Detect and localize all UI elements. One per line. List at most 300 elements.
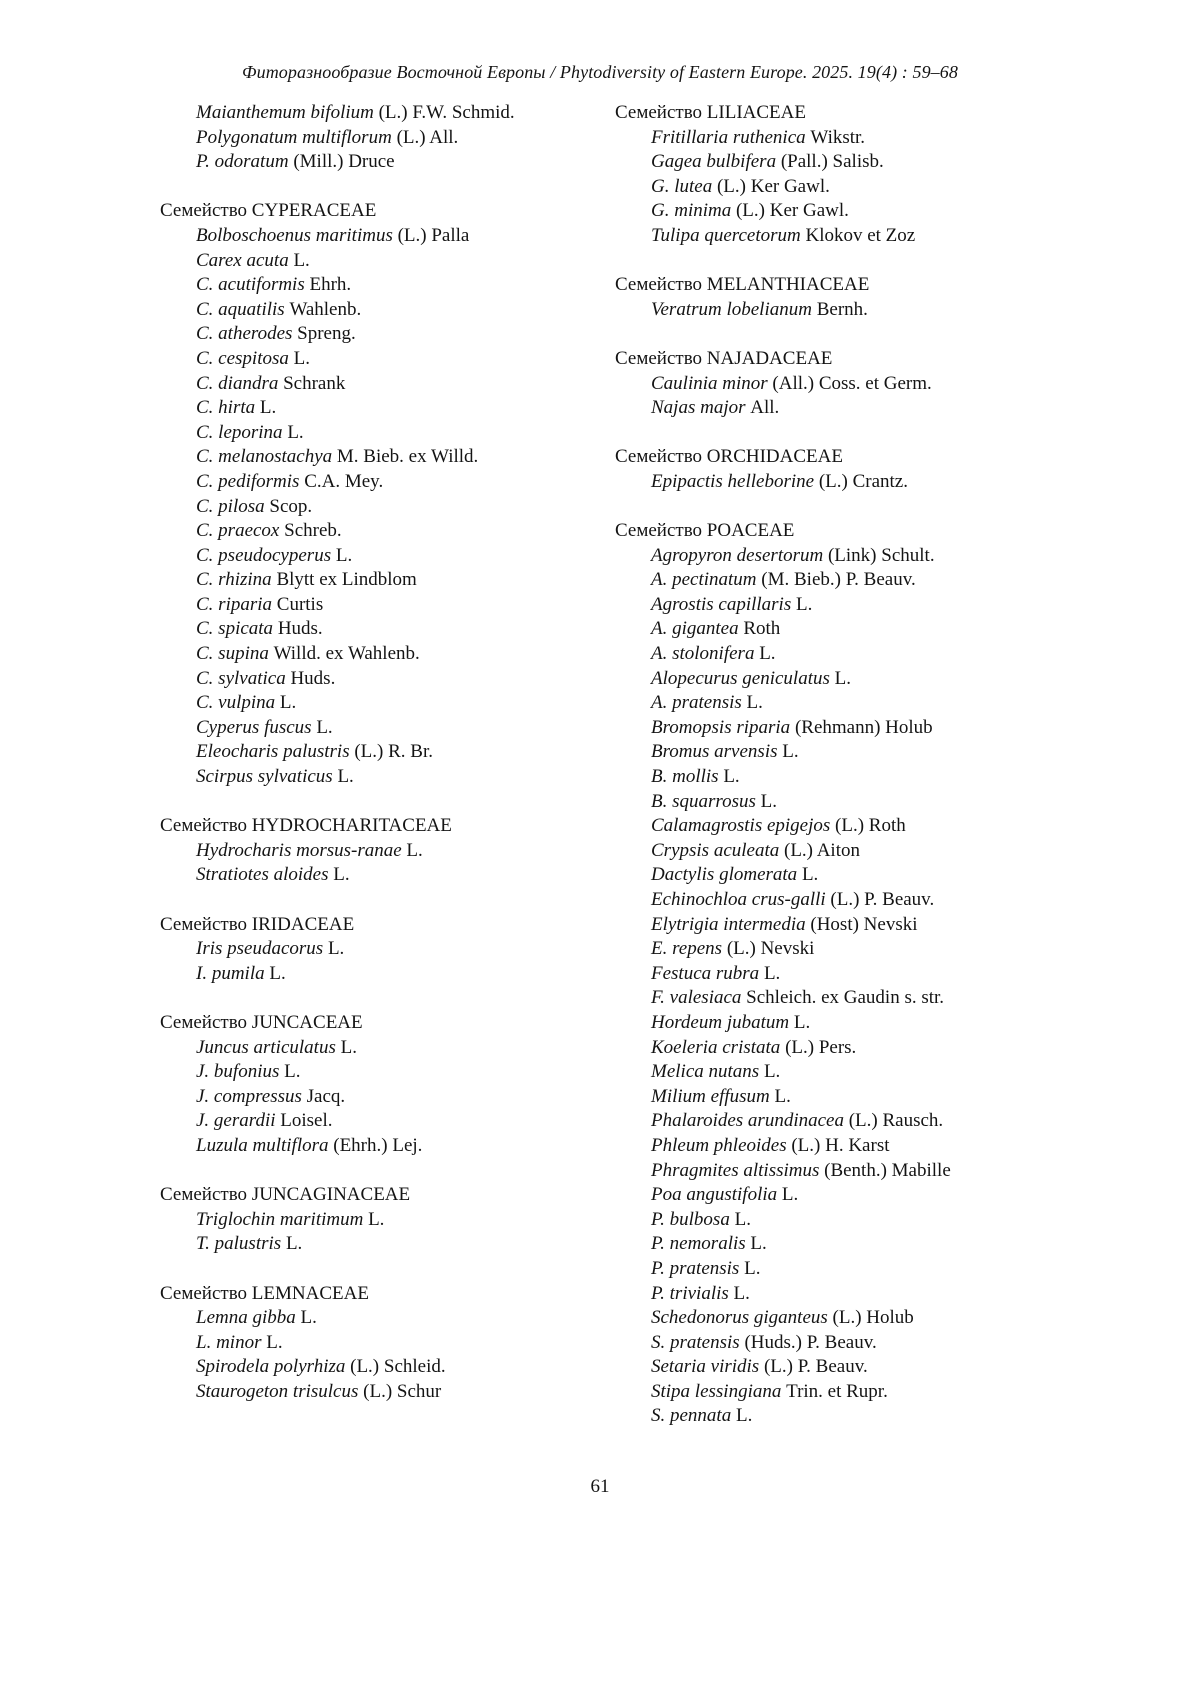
species-name: Stratiotes aloides xyxy=(196,864,329,886)
species-authority: L. xyxy=(323,938,345,960)
species-name: Schedonorus giganteus xyxy=(651,1307,828,1329)
species-entry xyxy=(160,101,595,126)
species-authority: (All.) Coss. et Germ. xyxy=(767,372,932,394)
species-authority: L. xyxy=(279,1061,301,1083)
species-entry xyxy=(615,1257,1055,1282)
species-authority: Schleich. ex Gaudin s. str. xyxy=(741,987,945,1009)
species-authority: (L.) Roth xyxy=(830,815,906,837)
species-entry xyxy=(160,1232,595,1257)
species-authority: L. xyxy=(335,1036,357,1058)
species-authority: L. xyxy=(401,839,423,861)
species-authority: (L.) R. Br. xyxy=(349,741,433,763)
species-authority: L. xyxy=(281,1233,303,1255)
family-name: HYDROCHARITACEAE xyxy=(251,815,452,837)
species-name: Phragmites altissimus xyxy=(651,1159,820,1181)
family-label: Семейство xyxy=(615,102,707,123)
species-entry xyxy=(160,421,595,446)
species-authority: L. xyxy=(777,741,799,763)
family-heading xyxy=(615,101,1055,126)
species-name: G. lutea xyxy=(651,175,713,197)
species-entry xyxy=(160,273,595,298)
species-name: Agrostis capillaris xyxy=(651,593,792,615)
species-name: Caulinia minor xyxy=(651,372,768,394)
species-authority: L. xyxy=(311,716,333,738)
species-entry xyxy=(615,617,1055,642)
family-label: Семейство xyxy=(615,446,707,468)
species-entry xyxy=(160,298,595,323)
family-label: Семейство xyxy=(615,274,707,296)
species-authority: (L.) P. Beauv. xyxy=(759,1356,868,1378)
species-authority: L. xyxy=(759,962,781,984)
species-authority: Loisel. xyxy=(275,1110,333,1132)
species-entry xyxy=(160,765,595,790)
species-entry xyxy=(615,1134,1055,1159)
species-entry xyxy=(160,1208,595,1233)
species-authority: L. xyxy=(718,766,740,788)
species-entry xyxy=(615,199,1055,224)
species-name: C. leporina xyxy=(196,421,283,443)
species-authority: Curtis xyxy=(272,593,324,615)
species-name: Maianthemum bifolium xyxy=(196,102,374,123)
species-entry xyxy=(160,667,595,692)
species-entry xyxy=(615,1380,1055,1405)
species-name: Crypsis aculeata xyxy=(651,839,780,861)
species-authority: (L.) Ker Gawl. xyxy=(712,175,830,197)
species-authority: L. xyxy=(288,347,310,369)
species-authority: L. xyxy=(261,1331,283,1353)
species-name: A. pratensis xyxy=(651,692,742,714)
species-name: C. sylvatica xyxy=(196,667,286,689)
species-name: C. riparia xyxy=(196,593,273,615)
species-name: Cyperus fuscus xyxy=(196,716,312,738)
species-name: J. bufonius xyxy=(196,1061,280,1083)
species-name: Koeleria cristata xyxy=(651,1036,781,1058)
family-label: Семейство xyxy=(160,913,252,935)
species-authority: (L.) Aiton xyxy=(779,839,860,861)
species-name: B. mollis xyxy=(651,766,719,788)
species-authority: (L.) Schur xyxy=(358,1380,442,1402)
species-name: C. supina xyxy=(196,643,269,665)
species-authority: L. xyxy=(328,864,350,886)
species-entry xyxy=(615,1331,1055,1356)
species-entry xyxy=(160,1060,595,1085)
species-name: Spirodela polyrhiza xyxy=(196,1356,346,1378)
species-entry xyxy=(615,1232,1055,1257)
species-authority: (L.) H. Karst xyxy=(786,1134,890,1156)
species-authority: L. xyxy=(769,1085,791,1107)
species-authority: Roth xyxy=(738,618,781,640)
species-name: T. palustris xyxy=(196,1233,282,1255)
species-entry xyxy=(160,1380,595,1405)
family-name: NAJADACEAE xyxy=(706,347,833,369)
species-authority: L. xyxy=(728,1282,750,1304)
species-name: Poa angustifolia xyxy=(651,1184,778,1206)
species-name: A. pectinatum xyxy=(651,569,757,591)
species-name: C. melanostachya xyxy=(196,446,333,468)
species-entry xyxy=(615,716,1055,741)
species-entry xyxy=(160,347,595,372)
family-section xyxy=(160,913,595,987)
species-entry xyxy=(615,1011,1055,1036)
species-entry xyxy=(615,740,1055,765)
species-name: Iris pseudacorus xyxy=(196,938,324,960)
species-authority: (L.) Rausch. xyxy=(843,1110,944,1132)
species-authority: L. xyxy=(332,766,354,788)
species-entry xyxy=(160,1355,595,1380)
running-head: Фиторазнообразие Восточной Европы / Phytodiversity of Eastern Europe. 2025. 19(4) : 59–68 xyxy=(242,62,958,82)
species-authority: Bernh. xyxy=(811,298,868,320)
species-name: Bromus arvensis xyxy=(651,741,778,763)
species-entry xyxy=(160,1036,595,1061)
species-entry xyxy=(615,839,1055,864)
species-authority: (L.) Ker Gawl. xyxy=(731,200,849,222)
family-name: ORCHIDACEAE xyxy=(706,446,843,468)
species-name: Juncus articulatus xyxy=(196,1036,336,1058)
species-entry xyxy=(160,519,595,544)
family-name: JUNCACEAE xyxy=(251,1011,363,1033)
species-authority: (Huds.) P. Beauv. xyxy=(739,1331,877,1353)
species-authority: Huds. xyxy=(273,618,323,640)
species-name: Staurogeton trisulcus xyxy=(196,1380,359,1402)
species-name: Setaria viridis xyxy=(651,1356,760,1378)
species-entry xyxy=(615,1060,1055,1085)
species-entry xyxy=(160,126,595,151)
species-authority: Spreng. xyxy=(292,323,356,345)
family-name: MELANTHIACEAE xyxy=(706,274,870,296)
species-authority: L. xyxy=(731,1405,753,1427)
species-authority: (L.) Pers. xyxy=(780,1036,857,1058)
species-name: C. cespitosa xyxy=(196,347,289,369)
species-authority: (L.) Nevski xyxy=(722,938,815,960)
species-entry xyxy=(615,396,1055,421)
species-name: Milium effusum xyxy=(651,1085,770,1107)
species-entry xyxy=(160,962,595,987)
species-authority: L. xyxy=(288,249,310,271)
species-name: Stipa lessingiana xyxy=(651,1380,782,1402)
family-label: Семейство xyxy=(160,1184,252,1206)
family-label: Семейство xyxy=(160,815,252,837)
species-name: Festuca rubra xyxy=(651,962,760,984)
species-entry xyxy=(160,322,595,347)
species-name: E. repens xyxy=(651,938,723,960)
species-name: P. odoratum xyxy=(196,151,289,173)
species-entry xyxy=(615,1159,1055,1184)
species-entry xyxy=(615,470,1055,495)
family-heading xyxy=(615,445,1055,470)
species-name: Luzula multiflora xyxy=(196,1134,329,1156)
species-name: Echinochloa crus-galli xyxy=(651,889,826,910)
species-name: Fritillaria ruthenica xyxy=(651,126,806,148)
species-name: Polygonatum multiflorum xyxy=(196,126,392,148)
page-content xyxy=(160,101,1055,1429)
species-entry xyxy=(160,617,595,642)
species-entry xyxy=(615,1404,1055,1429)
species-entry xyxy=(615,150,1055,175)
species-entry xyxy=(160,224,595,249)
species-entry xyxy=(160,372,595,397)
family-section xyxy=(615,101,1055,249)
species-name: Hordeum jubatum xyxy=(651,1011,790,1033)
species-entry xyxy=(615,691,1055,716)
species-authority: L. xyxy=(755,790,777,812)
species-name: Alopecurus geniculatus xyxy=(651,667,830,689)
page-number: 61 xyxy=(590,1476,610,1497)
family-heading xyxy=(615,347,1055,372)
species-entry xyxy=(615,1109,1055,1134)
family-name: IRIDACEAE xyxy=(251,913,355,935)
species-name: P. bulbosa xyxy=(651,1208,730,1230)
species-entry xyxy=(615,544,1055,569)
species-authority: L. xyxy=(741,692,763,714)
family-section xyxy=(615,273,1055,322)
species-name: Tulipa quercetorum xyxy=(651,224,801,246)
species-entry xyxy=(160,1331,595,1356)
species-entry xyxy=(160,691,595,716)
species-name: C. acutiformis xyxy=(196,274,305,296)
species-entry xyxy=(160,470,595,495)
species-entry xyxy=(160,642,595,667)
species-entry xyxy=(160,1109,595,1134)
family-label: Семейство xyxy=(160,1011,252,1033)
species-entry xyxy=(615,937,1055,962)
species-authority: M. Bieb. ex Willd. xyxy=(332,446,479,468)
family-heading xyxy=(160,1011,595,1036)
family-heading xyxy=(160,1282,595,1307)
species-entry xyxy=(160,716,595,741)
species-name: S. pennata xyxy=(651,1405,732,1427)
species-entry xyxy=(615,175,1055,200)
species-entry xyxy=(615,1355,1055,1380)
species-name: C. rhizina xyxy=(196,569,272,591)
species-authority: (Pall.) Salisb. xyxy=(776,151,884,173)
family-label: Семейство xyxy=(160,1282,252,1304)
species-authority: L. xyxy=(275,692,297,714)
species-name: Najas major xyxy=(651,397,746,419)
species-entry xyxy=(160,863,595,888)
species-entry xyxy=(615,224,1055,249)
species-entry xyxy=(615,765,1055,790)
family-name: LILIACEAE xyxy=(706,102,806,123)
species-name: J. gerardii xyxy=(196,1110,276,1132)
species-authority: (L.) All. xyxy=(391,126,459,148)
species-name: C. hirta xyxy=(196,397,256,419)
species-name: C. praecox xyxy=(196,520,280,542)
species-authority: Scop. xyxy=(264,495,313,517)
species-name: C. pilosa xyxy=(196,495,265,517)
species-name: Carex acuta xyxy=(196,249,289,271)
species-authority: Jacq. xyxy=(301,1085,346,1107)
species-authority: Schrank xyxy=(278,372,346,394)
family-section xyxy=(160,1011,595,1159)
species-name: L. minor xyxy=(196,1331,262,1353)
species-entry xyxy=(160,1306,595,1331)
species-authority: L. xyxy=(797,864,819,886)
species-authority: Trin. et Rupr. xyxy=(781,1380,888,1402)
species-authority: All. xyxy=(745,397,780,419)
species-entry xyxy=(615,888,1055,913)
species-authority: L. xyxy=(255,397,277,419)
species-name: G. minima xyxy=(651,200,732,222)
species-name: A. gigantea xyxy=(651,618,739,640)
species-name: Melica nutans xyxy=(651,1061,760,1083)
column-left xyxy=(160,101,615,1429)
species-name: C. aquatilis xyxy=(196,298,285,320)
family-name: POACEAE xyxy=(706,520,795,542)
species-name: Bolboschoenus maritimus xyxy=(196,224,393,246)
species-entry xyxy=(615,1183,1055,1208)
species-name: Agropyron desertorum xyxy=(651,544,824,566)
species-name: P. pratensis xyxy=(651,1257,740,1279)
species-name: F. valesiaca xyxy=(651,987,742,1009)
species-entry xyxy=(160,568,595,593)
species-name: Calamagrostis epigejos xyxy=(651,815,831,837)
species-authority: Wikstr. xyxy=(805,126,866,148)
species-entry xyxy=(615,1208,1055,1233)
family-label: Семейство xyxy=(160,200,252,222)
family-section xyxy=(160,101,595,175)
species-entry xyxy=(160,150,595,175)
species-entry xyxy=(615,568,1055,593)
species-authority: L. xyxy=(729,1208,751,1230)
species-authority: L. xyxy=(295,1307,317,1329)
species-name: Hydrocharis morsus-ranae xyxy=(196,839,402,861)
species-entry xyxy=(615,863,1055,888)
species-name: Epipactis helleborine xyxy=(651,470,815,492)
species-authority: L. xyxy=(759,1061,781,1083)
family-heading xyxy=(615,273,1055,298)
species-entry xyxy=(615,1085,1055,1110)
species-authority: Huds. xyxy=(285,667,336,689)
family-section xyxy=(615,445,1055,494)
species-entry xyxy=(615,1282,1055,1307)
species-authority: Wahlenb. xyxy=(284,298,362,320)
family-name: LEMNACEAE xyxy=(251,1282,369,1304)
species-entry xyxy=(160,544,595,569)
species-entry xyxy=(160,396,595,421)
species-authority: L. xyxy=(754,643,776,665)
species-authority: (Benth.) Mabille xyxy=(819,1159,951,1181)
species-name: Eleocharis palustris xyxy=(196,741,350,763)
species-authority: L. xyxy=(745,1233,767,1255)
family-heading xyxy=(615,519,1055,544)
species-entry xyxy=(615,667,1055,692)
family-section xyxy=(160,1282,595,1405)
species-name: C. pseudocyperus xyxy=(196,544,332,566)
family-section xyxy=(160,199,595,789)
species-name: S. pratensis xyxy=(651,1331,740,1353)
species-entry xyxy=(160,249,595,274)
species-authority: (Host) Nevski xyxy=(805,913,918,935)
species-name: C. spicata xyxy=(196,618,274,640)
species-entry xyxy=(615,1036,1055,1061)
species-authority: C.A. Mey. xyxy=(299,470,384,492)
species-name: A. stolonifera xyxy=(651,643,755,665)
family-section xyxy=(615,347,1055,421)
column-right xyxy=(615,101,1055,1429)
family-label: Семейство xyxy=(615,520,707,542)
family-label: Семейство xyxy=(615,347,707,369)
species-entry xyxy=(615,814,1055,839)
species-name: Scirpus sylvaticus xyxy=(196,766,333,788)
species-authority: Blytt ex Lindblom xyxy=(271,569,417,591)
species-authority: L. xyxy=(789,1011,811,1033)
species-entry xyxy=(615,126,1055,151)
species-entry xyxy=(615,642,1055,667)
species-authority: L. xyxy=(739,1257,761,1279)
family-heading xyxy=(160,814,595,839)
species-authority: (L.) Palla xyxy=(392,224,470,246)
species-name: Lemna gibba xyxy=(196,1307,296,1329)
species-entry xyxy=(615,298,1055,323)
species-name: C. vulpina xyxy=(196,692,276,714)
species-entry xyxy=(160,445,595,470)
species-name: C. pediformis xyxy=(196,470,300,492)
species-authority: Willd. ex Wahlenb. xyxy=(268,643,420,665)
species-authority: (M. Bieb.) P. Beauv. xyxy=(756,569,916,591)
species-authority: L. xyxy=(264,962,286,984)
family-name: JUNCAGINACEAE xyxy=(251,1184,411,1206)
species-entry xyxy=(160,937,595,962)
species-authority: L. xyxy=(791,593,813,615)
species-authority: (Mill.) Druce xyxy=(288,151,395,173)
species-name: Gagea bulbifera xyxy=(651,151,777,173)
species-authority: (L.) Schleid. xyxy=(345,1356,446,1378)
species-name: C. atherodes xyxy=(196,323,293,345)
species-entry xyxy=(615,913,1055,938)
species-entry xyxy=(160,495,595,520)
species-name: Veratrum lobelianum xyxy=(651,298,812,320)
species-name: Phleum phleoides xyxy=(651,1134,787,1156)
species-authority: (Ehrh.) Lej. xyxy=(328,1134,423,1156)
species-entry xyxy=(160,839,595,864)
species-authority: L. xyxy=(331,544,353,566)
species-entry xyxy=(160,593,595,618)
species-entry xyxy=(615,986,1055,1011)
family-name: CYPERACEAE xyxy=(251,200,377,222)
species-authority: (Rehmann) Holub xyxy=(790,716,933,738)
family-section xyxy=(160,1183,595,1257)
family-section xyxy=(160,814,595,888)
family-heading xyxy=(160,1183,595,1208)
species-entry xyxy=(160,1085,595,1110)
species-authority: (L.) Holub xyxy=(827,1307,914,1329)
species-authority: L. xyxy=(363,1208,385,1230)
species-entry xyxy=(160,740,595,765)
species-authority: (L.) Crantz. xyxy=(814,470,908,492)
species-name: C. diandra xyxy=(196,372,279,394)
species-name: Phalaroides arundinacea xyxy=(651,1110,844,1132)
species-entry xyxy=(615,790,1055,815)
species-name: P. nemoralis xyxy=(651,1233,746,1255)
species-name: B. squarrosus xyxy=(651,790,756,812)
species-entry xyxy=(615,372,1055,397)
species-authority: Schreb. xyxy=(279,520,342,542)
species-name: J. compressus xyxy=(196,1085,302,1107)
species-entry xyxy=(160,1134,595,1159)
species-authority: (L.) P. Beauv. xyxy=(825,889,935,910)
species-authority: (Link) Schult. xyxy=(823,544,935,566)
family-heading xyxy=(160,913,595,938)
species-name: P. trivialis xyxy=(651,1282,729,1304)
species-entry xyxy=(615,593,1055,618)
family-heading xyxy=(160,199,595,224)
species-authority: (L.) F.W. Schmid. xyxy=(373,102,515,123)
species-entry xyxy=(615,1306,1055,1331)
species-entry xyxy=(615,962,1055,987)
species-name: Triglochin maritimum xyxy=(196,1208,364,1230)
species-name: I. pumila xyxy=(196,962,265,984)
species-name: Elytrigia intermedia xyxy=(651,913,806,935)
